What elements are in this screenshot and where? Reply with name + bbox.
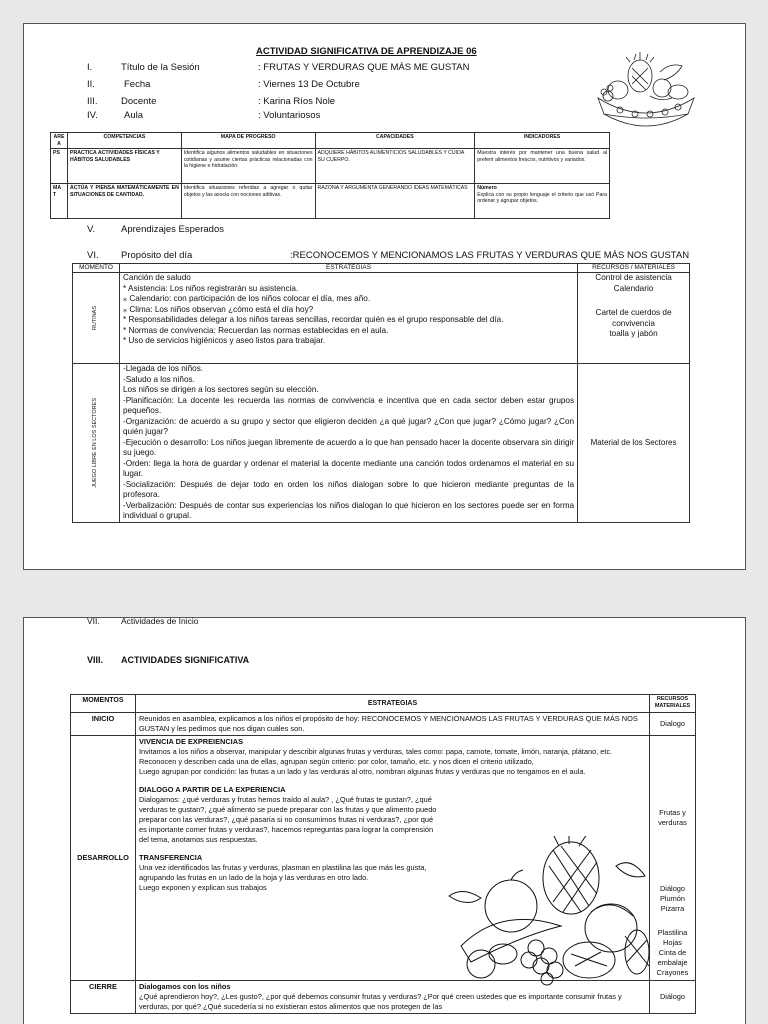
recurso-item: Diálogo (659, 883, 686, 893)
item-vii-num: VII. (87, 617, 100, 626)
strategy-line: Canción de saludo (122, 273, 191, 283)
indicador-cell: Muestra interés por mantener una buena salud al preferir alimentos frescos, nutritivos y variados. (475, 149, 610, 184)
recurso-item: Hojas (663, 937, 682, 947)
recurso-item: Pizarra (660, 903, 685, 913)
row-label: Título de la Sesión (121, 62, 200, 73)
competencia-cell: PRACTICA ACTIVIDADES FÍSICAS Y HÁBITOS SALUDABLES (67, 149, 181, 184)
row-num: I. (87, 62, 93, 73)
item-vii-label: Actividades de Inicio (121, 617, 199, 626)
transferencia-line: Luego exponen y explican sus trabajos (138, 882, 267, 892)
strategy-line: Los niños se dirigen a los sectores según su elección. (122, 385, 319, 395)
row-value: : FRUTAS Y VERDURAS QUE MÁS ME GUSTAN (258, 62, 470, 73)
strategy-cell (135, 735, 649, 980)
mapa-cell: Identifica situaciones referidas a agregar o quitar objetos y las asocia con nociones aditivas. (181, 184, 315, 219)
recurso-item: Crayones (656, 967, 689, 977)
row-label: Docente (121, 96, 157, 107)
item-v-num: V. (87, 224, 96, 235)
recurso-item: embalaje (657, 957, 688, 967)
table-row (51, 149, 610, 184)
strategy-line: * Uso de servicios higiénicos y aseo listos para trabajar. (122, 336, 326, 346)
recursos-cell (578, 273, 690, 364)
indicador-text: Explica con su propio lenguaje el criterio que usó Para ordenar y agrupar objetos. (477, 191, 607, 204)
vivencia-title: VIVENCIA DE EXPREIENCIAS (138, 736, 244, 746)
indicador-title: Número (477, 185, 497, 191)
header-indicadores: INDICADORES (475, 133, 610, 149)
recurso-item: Control de asistencia (595, 273, 672, 283)
header-competencias: COMPETENCIAS (67, 133, 181, 149)
strategy-line: -Organización: de acuerdo a su grupo y sector que eligieron deciden ¿a qué jugar? ¿Con que jugar? ¿Cómo jugar? ¿Con quién jugar? (122, 416, 575, 437)
strategy-line: * Responsabilidades delegar a los niños tareas sencillas, recordar quién es el grupo responsable del día. (122, 315, 504, 325)
item-vi-label: Propósito del día (121, 250, 193, 261)
momento-cell: CIERRE (71, 980, 136, 1013)
header-momentos: MOMENTOS (71, 695, 136, 713)
strategies-table (72, 263, 690, 523)
vivencia-line: Luego agrupan por condición: las frutas a un lado y las verduras al otro, nombran algunas frutas y verduras que no tengamos en el aula. (138, 766, 586, 776)
vivencia-line: Invitamos a los niños a observar, manipular y describir algunas frutas y verduras, tales como: papa, camote, tomate, limón, naranja, plátano, etc. (138, 746, 613, 756)
item-vi-num: VI. (87, 250, 99, 261)
strategy-line: -Planificación: La docente les recuerda las normas de convivencia e incentiva que en cada sector deben estar grupos pequeños. (122, 395, 575, 416)
strategy-line: ⁎ Clima: Los niños observan ¿cómo está el día hoy? (122, 304, 314, 314)
capacidad-cell: RAZONA Y ARGUMENTA GENERANDO IDEAS MATEMÁTICAS (315, 184, 475, 219)
competencias-table (50, 132, 610, 219)
cierre-text: ¿Qué aprendieron hoy?, ¿Les gusto?, ¿por qué debemos consumir frutas y verduras? ¿Por qué creen ustedes que es importante consumir frutas y verduras, por qué? ¿Qué sucedería si no existieran estos alimentos que nos protegen de las (138, 991, 622, 1011)
table-row (51, 184, 610, 219)
table-row-inicio (71, 712, 696, 735)
row-label: Fecha (124, 79, 151, 90)
strategies-cell (119, 273, 577, 364)
header-capacidades: CAPACIDADES (315, 133, 475, 149)
strategy-line: -Orden: llega la hora de guardar y ordenar el material la docente mediante una canción todos ordenamos el material en su lugar. (122, 458, 575, 479)
indicador-cell (475, 184, 610, 219)
dialogo-title: DIALOGO A PARTIR DE LA EXPERIENCIA (138, 784, 286, 794)
momento-label: RUTINAS (92, 306, 99, 331)
recurso-item: Cinta de (658, 947, 687, 957)
row-label: Aula (124, 110, 144, 121)
row-num: III. (87, 96, 98, 107)
fruit-basket-illustration (590, 52, 702, 136)
row-value: : Voluntariosos (258, 110, 321, 121)
strategy-cell: Reunidos en asamblea, explicamos a los niños el propósito de hoy: RECONOCEMOS Y MENCIONAMOS LAS FRUTAS Y VERDURAS QUE MÁS NOS GUSTAN y les pedimos que nos digan cuáles son. (135, 712, 649, 735)
table-row-desarrollo (71, 735, 696, 980)
row-num: IV. (87, 110, 98, 121)
item-viii-label: ACTIVIDADES SIGNIFICATIVA (121, 655, 250, 665)
transferencia-title: TRANSFERENCIA (138, 852, 203, 862)
momento-label: JUEGO LIBRE EN LOS SECTORES (92, 398, 99, 488)
row-value: : Karina Ríos Nole (258, 96, 336, 107)
row-num: II. (87, 79, 95, 90)
competencia-cell: ACTÚA Y PIENSA MATEMÁTICAMENTE EN SITUACIONES DE CANTIDAD. (67, 184, 181, 219)
activities-table (70, 694, 696, 1014)
strategy-line: -Ejecución o desarrollo: Los niños juegan libremente de acuerdo a lo que han pensado hacer la docente observara sin dirigir su juego. (122, 437, 575, 458)
recurso-cell: Dialogo (650, 712, 696, 735)
table-row-juego (73, 364, 690, 523)
session-title: ACTIVIDAD SIGNIFICATIVA DE APRENDIZAJE 06 (256, 46, 477, 57)
momento-cell: INICIO (71, 712, 136, 735)
recurso-spacer (581, 294, 686, 308)
header-recursos: RECURSOS / MATERIALES (578, 264, 690, 273)
table-header-row (71, 695, 696, 713)
recurso-item: Plumón (659, 893, 686, 903)
header-estrategias: ESTRATEGIAS (135, 695, 649, 713)
dialogo-text: Dialogamos: ¿qué verduras y frutas hemos traído al aula? , ¿Qué frutas te gustan?, ¿qué verduras te gustan?, ¿qué alimento se puede preparar con las frutas y que alimento puedo preparar con las verduras?, ¿qué pasaría si no consumimos frutas ni verduras?, ¿por qué es importante comer frutas y verduras?, hacemos repreguntas para lograr la comprensión del tema, anotamos sus respuestas. (138, 794, 437, 844)
strategies-cell (119, 364, 577, 523)
header-mapa: MAPA DE PROGRESO (181, 133, 315, 149)
table-header-row (73, 264, 690, 273)
strategy-line: * Asistencia: Los niños registrarán su asistencia. (122, 283, 299, 293)
fruits-illustration (441, 836, 651, 986)
recurso-item: verduras (658, 817, 687, 827)
recurso-item: toalla y jabón (609, 329, 658, 339)
recurso-item: Calendario (613, 283, 654, 293)
momento-cell: DESARROLLO (71, 735, 136, 980)
strategy-line: * Normas de convivencia: Recuerdan las normas establecidas en el aula. (122, 325, 389, 335)
proposito-value: :RECONOCEMOS Y MENCIONAMOS LAS FRUTAS Y VERDURAS QUE MÁS NOS GUSTAN (290, 250, 690, 261)
strategy-line: -Saludo a los niños. (122, 374, 195, 384)
table-header-row (51, 133, 610, 149)
header-momento: MOMENTO (73, 264, 120, 273)
header-area: ARE A (51, 133, 68, 149)
vivencia-line: Reconocen y describen cada una de ellas, agrupan según criterio: por color, tamaño, etc. y nos dicen el criterio utilizado, (138, 756, 534, 766)
capacidad-cell: ADQUIERE HÁBITOS ALIMENTICIOS SALUDABLES Y CUIDA SU CUERPO. (315, 149, 475, 184)
strategy-line: ⁎ Calendario: con participación de los niños colocar el día, mes año. (122, 294, 371, 304)
document-page-2 (23, 617, 746, 1024)
recurso-cell (650, 735, 696, 980)
recurso-item: Cartel de cuerdos de convivencia (595, 308, 672, 328)
area-cell: PS (51, 149, 68, 184)
header-recursos: RECURSOS MATERIALES (650, 695, 696, 713)
recurso-cell: Diálogo (650, 980, 696, 1013)
strategy-line: -Llegada de los niños. (122, 364, 204, 374)
recurso-item: Plastilina (657, 927, 688, 937)
header-estrategias: ESTRATEGIAS (119, 264, 577, 273)
item-viii-num: VIII. (87, 655, 104, 665)
area-cell: MA T (51, 184, 68, 219)
strategy-line: -Socialización: Después de dejar todo en orden los niños dialogan sobre lo que hicieron mediante preguntas de la profesora. (122, 479, 575, 500)
recurso-item: Material de los Sectores (590, 437, 677, 447)
row-value: : Viernes 13 De Octubre (258, 79, 360, 90)
recursos-cell (578, 364, 690, 523)
recurso-item: Frutas y (659, 807, 686, 817)
transferencia-line: Una vez identificados las frutas y verduras, plasman en plastilina las que más les gusta, agrupando las frutas en un lado de la hoja y las verduras en otro lado. (138, 862, 427, 882)
document-page-1 (23, 23, 746, 570)
item-v-label: Aprendizajes Esperados (121, 224, 224, 235)
strategy-line: -Verbalización: Después de contar sus experiencias los niños dialogan lo que hicieron en los sectores puede ser en forma individual o grupal. (122, 500, 575, 521)
table-row-rutinas (73, 273, 690, 364)
mapa-cell: Identifica algunos alimentos saludables en situaciones cotidianas y asume ciertas prácticas relacionadas con la higiene e hidratación. (181, 149, 315, 184)
cierre-title: Dialogamos con los niños (138, 981, 231, 991)
